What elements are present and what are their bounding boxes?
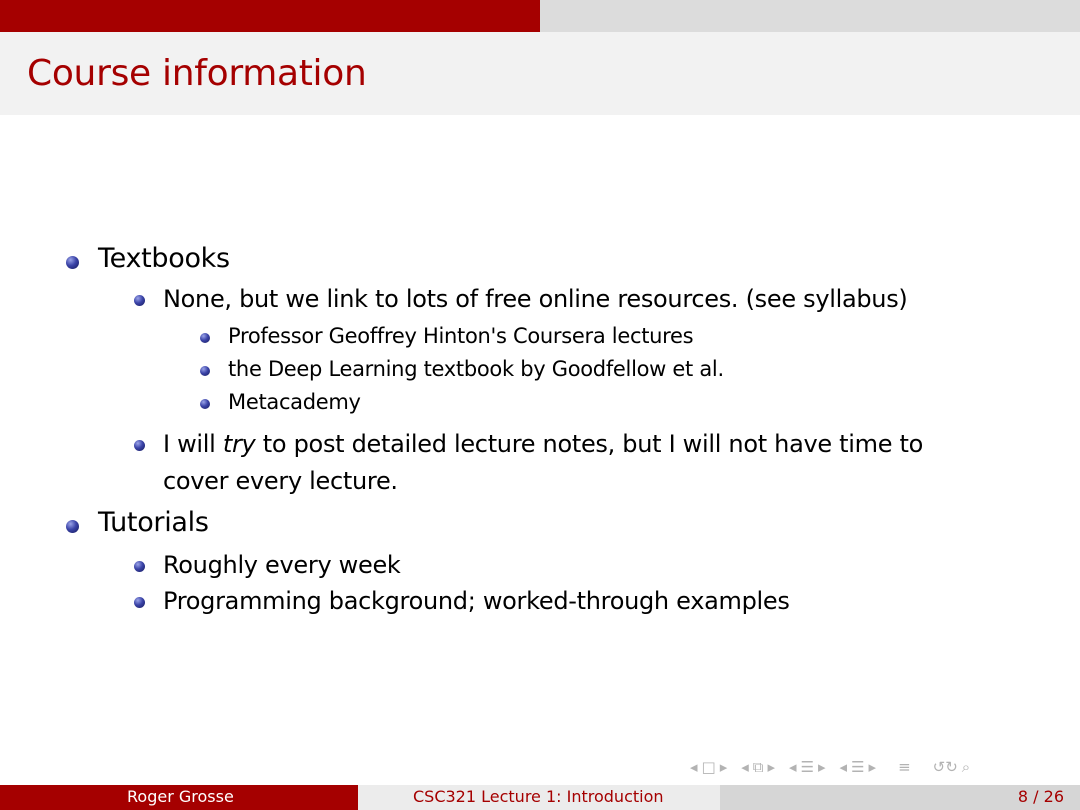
nav-prev-section-icon[interactable]: ◂ xyxy=(839,758,848,776)
nav-subsection-icon[interactable]: ⧉ xyxy=(752,758,764,776)
list-item-level1: Textbooks xyxy=(98,243,230,274)
footer-author: Roger Grosse xyxy=(127,787,234,806)
footer-lecture-title: CSC321 Lecture 1: Introduction xyxy=(413,787,664,806)
slide-title: Course information xyxy=(27,53,367,94)
list-item-level3: Metacademy xyxy=(228,390,361,414)
footer-page-number: 8 / 26 xyxy=(1017,787,1064,806)
search-icon[interactable]: ⌕ xyxy=(961,758,971,776)
list-item-level3: the Deep Learning textbook by Goodfellow et al. xyxy=(228,357,724,381)
bullet-icon xyxy=(134,597,145,608)
nav-next-frame-icon[interactable]: ▸ xyxy=(719,758,728,776)
list-item-level1: Tutorials xyxy=(98,507,209,538)
nav-section-icon[interactable]: ☰ xyxy=(800,758,815,776)
nav-undo-redo-icon[interactable]: ↺↻ xyxy=(932,758,958,776)
list-item-level3: Professor Geoffrey Hinton's Coursera lectures xyxy=(228,324,694,348)
item-text-emphasis: try xyxy=(222,430,256,458)
nav-align-icon[interactable]: ≡ xyxy=(898,758,911,776)
bullet-icon xyxy=(66,256,79,269)
list-item-level2: Roughly every week xyxy=(163,551,401,579)
footer-title-box xyxy=(358,785,720,810)
nav-prev-frame-icon[interactable]: ◂ xyxy=(690,758,698,776)
item-text-pre: I will xyxy=(163,430,223,458)
bullet-icon xyxy=(66,520,79,533)
bullet-icon xyxy=(200,366,210,376)
bullet-icon xyxy=(200,333,210,343)
list-item-continuation: cover every lecture. xyxy=(163,467,398,495)
nav-frame-icon[interactable]: □ xyxy=(701,758,716,776)
list-item-level2 xyxy=(163,432,923,456)
bullet-icon xyxy=(134,561,145,572)
nav-section-icon[interactable]: ☰ xyxy=(851,758,865,776)
bullet-icon xyxy=(134,440,145,451)
nav-prev-subsection-icon[interactable]: ◂ xyxy=(741,758,749,776)
list-item-level2: None, but we link to lots of free online resources. (see syllabus) xyxy=(163,285,908,313)
nav-next-section-icon[interactable]: ▸ xyxy=(818,758,826,776)
nav-next-section-icon[interactable]: ▸ xyxy=(868,758,877,776)
footer-page-box xyxy=(720,785,1080,810)
nav-next-subsection-icon[interactable]: ▸ xyxy=(767,758,776,776)
bullet-icon xyxy=(200,399,210,409)
footer-author-box xyxy=(0,785,358,810)
list-item-level2: Programming background; worked-through examples xyxy=(163,587,790,615)
bullet-icon xyxy=(134,295,145,306)
item-text-post: to post detailed lecture notes, but I will not have time to xyxy=(255,430,924,458)
nav-prev-section-icon[interactable]: ◂ xyxy=(789,758,797,776)
navigation-symbols xyxy=(690,756,1075,778)
footer xyxy=(0,785,1080,810)
